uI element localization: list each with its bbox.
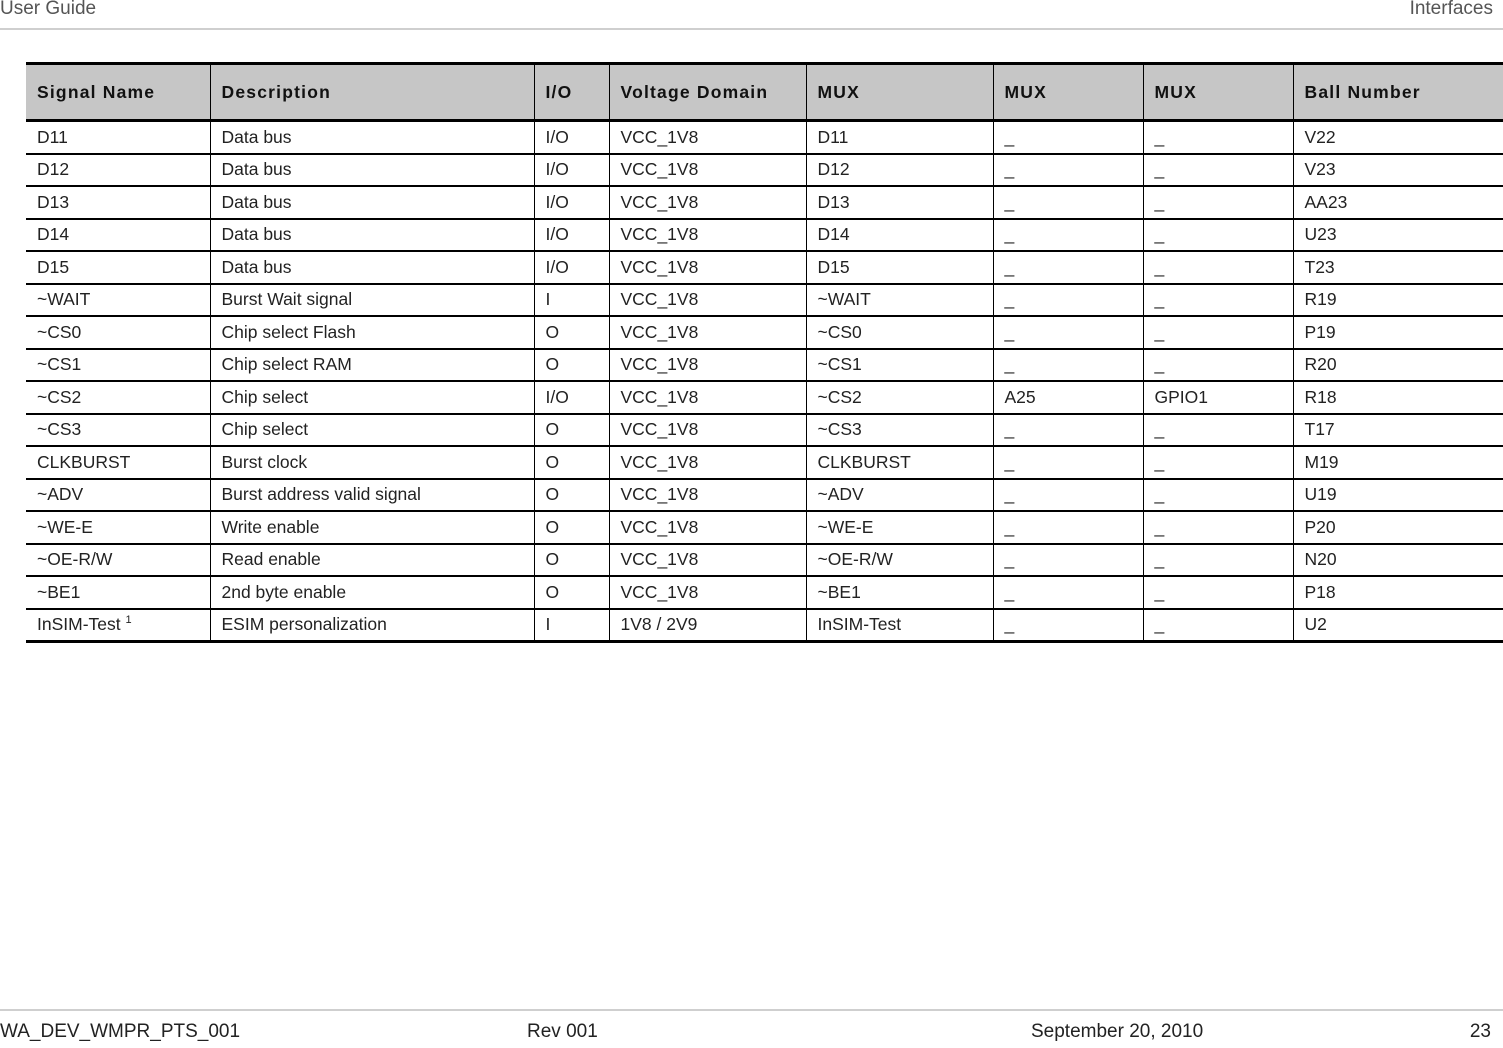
column-header-mux-2: MUX: [993, 64, 1143, 121]
cell-mux-2-text: _: [1004, 321, 1015, 342]
cell-mux-1-text: CLKBURST: [817, 451, 911, 472]
cell-ball-number-text: R20: [1304, 354, 1337, 375]
cell-ball-number: [1293, 446, 1503, 479]
cell-voltage-domain-text: VCC_1V8: [620, 224, 699, 245]
cell-ball-number: [1293, 576, 1503, 609]
cell-signal-name-text: ~WE-E: [37, 516, 93, 537]
cell-mux-2: [993, 446, 1143, 479]
cell-signal-name: [26, 381, 210, 414]
cell-voltage-domain-text: VCC_1V8: [620, 354, 699, 375]
cell-mux-1-text: D14: [817, 224, 850, 245]
cell-description-text: Data bus: [221, 224, 292, 245]
cell-description: [210, 251, 534, 284]
cell-mux-1: [806, 316, 993, 349]
cell-signal-name-text: ~WAIT: [37, 289, 91, 310]
cell-io: [534, 544, 609, 577]
cell-description-text: Chip select Flash: [221, 321, 356, 342]
cell-voltage-domain: [609, 544, 806, 577]
cell-signal-name: [26, 154, 210, 187]
footer-revision: Rev 001: [527, 1021, 598, 1042]
cell-description: [210, 121, 534, 154]
cell-mux-1: [806, 251, 993, 284]
cell-ball-number-text: AA23: [1304, 191, 1348, 212]
cell-mux-1: [806, 349, 993, 382]
cell-description: [210, 544, 534, 577]
cell-voltage-domain-text: VCC_1V8: [620, 419, 699, 440]
cell-voltage-domain-text: VCC_1V8: [620, 126, 699, 147]
cell-io-text: O: [545, 419, 560, 440]
cell-signal-name: [26, 479, 210, 512]
table-header-row: [26, 64, 1503, 121]
cell-mux-1: [806, 576, 993, 609]
cell-voltage-domain: [609, 349, 806, 382]
cell-mux-2: [993, 186, 1143, 219]
cell-voltage-domain: [609, 576, 806, 609]
table-row: [26, 446, 1503, 479]
cell-voltage-domain: [609, 219, 806, 252]
cell-ball-number: [1293, 154, 1503, 187]
cell-description-text: Write enable: [221, 516, 320, 537]
cell-mux-2-text: _: [1004, 451, 1015, 472]
page-footer: [0, 1009, 1503, 1048]
cell-voltage-domain-text: VCC_1V8: [620, 256, 699, 277]
cell-voltage-domain-text: VCC_1V8: [620, 191, 699, 212]
cell-description-text: Burst address valid signal: [221, 484, 421, 505]
cell-ball-number: [1293, 609, 1503, 642]
cell-mux-2-text: _: [1004, 126, 1015, 147]
cell-io-text: O: [545, 549, 560, 570]
table-row: [26, 349, 1503, 382]
cell-mux-2: [993, 414, 1143, 447]
table-row: [26, 511, 1503, 544]
cell-voltage-domain: [609, 154, 806, 187]
cell-signal-name: [26, 316, 210, 349]
cell-mux-1: [806, 284, 993, 317]
cell-mux-1-text: ~OE-R/W: [817, 549, 893, 570]
cell-description: [210, 479, 534, 512]
table-row: [26, 186, 1503, 219]
table-row: [26, 609, 1503, 642]
column-header-voltage-domain: Voltage Domain: [609, 64, 806, 121]
cell-mux-1: [806, 154, 993, 187]
cell-mux-3: [1143, 609, 1293, 642]
cell-mux-3-text: _: [1154, 321, 1165, 342]
cell-mux-2-text: A25: [1004, 386, 1036, 407]
cell-mux-3: [1143, 154, 1293, 187]
cell-mux-1-text: D11: [817, 126, 849, 147]
cell-io-text: O: [545, 484, 560, 505]
cell-mux-2: [993, 284, 1143, 317]
cell-mux-1: [806, 544, 993, 577]
cell-mux-3-text: _: [1154, 126, 1165, 147]
cell-io: [534, 511, 609, 544]
cell-mux-2: [993, 219, 1143, 252]
cell-io: [534, 446, 609, 479]
cell-mux-1-text: InSIM-Test: [817, 614, 902, 635]
cell-mux-2-text: _: [1004, 516, 1015, 537]
cell-io: [534, 284, 609, 317]
cell-mux-1-text: ~CS3: [817, 419, 862, 440]
cell-mux-2-text: _: [1004, 581, 1015, 602]
cell-description: [210, 576, 534, 609]
cell-signal-name-text: ~CS3: [37, 419, 82, 440]
cell-io-text: I/O: [545, 386, 569, 407]
cell-signal-name-text: D14: [37, 224, 70, 245]
cell-voltage-domain-text: VCC_1V8: [620, 484, 699, 505]
table-row: [26, 479, 1503, 512]
cell-mux-3-text: _: [1154, 451, 1165, 472]
cell-description-text: Chip select RAM: [221, 354, 352, 375]
cell-ball-number: [1293, 479, 1503, 512]
cell-io-text: I/O: [545, 224, 569, 245]
cell-io-text: I/O: [545, 159, 569, 180]
cell-voltage-domain-text: 1V8 / 2V9: [620, 614, 698, 635]
cell-mux-3-text: _: [1154, 484, 1165, 505]
cell-io: [534, 576, 609, 609]
cell-mux-1-text: ~BE1: [817, 581, 861, 602]
cell-ball-number-text: P19: [1304, 321, 1336, 342]
cell-io-text: O: [545, 516, 560, 537]
cell-mux-3-text: _: [1154, 354, 1165, 375]
cell-signal-name-text: ~CS0: [37, 321, 82, 342]
table-row: [26, 219, 1503, 252]
cell-mux-1: [806, 446, 993, 479]
cell-mux-3-text: _: [1154, 419, 1165, 440]
cell-mux-2-text: _: [1004, 419, 1015, 440]
cell-signal-name: [26, 251, 210, 284]
cell-voltage-domain-text: VCC_1V8: [620, 451, 699, 472]
cell-mux-2: [993, 576, 1143, 609]
cell-voltage-domain: [609, 414, 806, 447]
cell-ball-number: [1293, 219, 1503, 252]
cell-description: [210, 349, 534, 382]
cell-mux-2: [993, 609, 1143, 642]
cell-mux-3-text: _: [1154, 614, 1165, 635]
cell-voltage-domain-text: VCC_1V8: [620, 321, 699, 342]
cell-mux-3: [1143, 576, 1293, 609]
cell-mux-1-text: D15: [817, 256, 850, 277]
cell-mux-3-text: _: [1154, 289, 1165, 310]
cell-mux-3-text: _: [1154, 224, 1165, 245]
cell-mux-3: [1143, 511, 1293, 544]
cell-io: [534, 609, 609, 642]
cell-io-text: O: [545, 581, 560, 602]
cell-voltage-domain: [609, 284, 806, 317]
cell-ball-number-text: N20: [1304, 549, 1337, 570]
cell-mux-1-text: ~CS1: [817, 354, 862, 375]
cell-mux-3-text: _: [1154, 256, 1165, 277]
cell-mux-2-text: _: [1004, 484, 1015, 505]
footnote-marker: 1: [125, 614, 132, 627]
cell-io-text: I/O: [545, 126, 569, 147]
table-row: [26, 251, 1503, 284]
cell-mux-1-text: ~ADV: [817, 484, 864, 505]
cell-signal-name-text: D12: [37, 159, 70, 180]
cell-mux-3: [1143, 186, 1293, 219]
cell-mux-3: [1143, 381, 1293, 414]
cell-description-text: Data bus: [221, 191, 292, 212]
cell-mux-1-text: ~CS2: [817, 386, 862, 407]
cell-ball-number: [1293, 544, 1503, 577]
column-header-io: I/O: [534, 64, 609, 121]
cell-description-text: ESIM personalization: [221, 614, 387, 635]
cell-io: [534, 251, 609, 284]
cell-mux-3: [1143, 544, 1293, 577]
cell-mux-3: [1143, 284, 1293, 317]
cell-mux-2-text: _: [1004, 256, 1015, 277]
cell-ball-number-text: R19: [1304, 289, 1337, 310]
table-row: [26, 576, 1503, 609]
cell-mux-1-text: ~CS0: [817, 321, 862, 342]
column-header-mux-1: MUX: [806, 64, 993, 121]
cell-mux-2: [993, 121, 1143, 154]
cell-signal-name: [26, 446, 210, 479]
cell-voltage-domain: [609, 381, 806, 414]
cell-ball-number: [1293, 186, 1503, 219]
cell-signal-name-text: D11: [37, 126, 68, 147]
cell-mux-3-text: GPIO1: [1154, 386, 1208, 407]
cell-signal-name: [26, 544, 210, 577]
cell-signal-name-text: ~BE1: [37, 581, 81, 602]
cell-signal-name-text: D13: [37, 191, 70, 212]
cell-io: [534, 479, 609, 512]
cell-io: [534, 349, 609, 382]
cell-mux-2-text: _: [1004, 549, 1015, 570]
cell-mux-2-text: _: [1004, 224, 1015, 245]
cell-description-text: Read enable: [221, 549, 321, 570]
table-row: [26, 381, 1503, 414]
cell-mux-1-text: D13: [817, 191, 850, 212]
table-row: [26, 316, 1503, 349]
cell-signal-name-text: CLKBURST: [37, 451, 131, 472]
cell-io-text: O: [545, 321, 560, 342]
cell-signal-name: [26, 121, 210, 154]
cell-mux-3: [1143, 446, 1293, 479]
cell-voltage-domain: [609, 186, 806, 219]
cell-ball-number-text: T17: [1304, 419, 1335, 440]
cell-ball-number-text: U2: [1304, 614, 1327, 635]
cell-io-text: I/O: [545, 256, 569, 277]
cell-mux-1: [806, 219, 993, 252]
cell-description: [210, 446, 534, 479]
cell-mux-3: [1143, 251, 1293, 284]
cell-description-text: Chip select: [221, 386, 309, 407]
cell-ball-number-text: U23: [1304, 224, 1337, 245]
cell-ball-number-text: R18: [1304, 386, 1337, 407]
cell-signal-name-text: ~OE-R/W: [37, 549, 113, 570]
cell-voltage-domain-text: VCC_1V8: [620, 581, 699, 602]
cell-description: [210, 219, 534, 252]
cell-voltage-domain-text: VCC_1V8: [620, 516, 699, 537]
header-section-title: Interfaces: [1409, 0, 1493, 19]
footer-date: September 20, 2010: [1031, 1021, 1204, 1042]
cell-ball-number-text: P18: [1304, 581, 1336, 602]
cell-ball-number: [1293, 381, 1503, 414]
cell-description-text: 2nd byte enable: [221, 581, 347, 602]
cell-signal-name: [26, 186, 210, 219]
cell-mux-2: [993, 316, 1143, 349]
cell-description-text: Data bus: [221, 159, 292, 180]
cell-mux-2: [993, 349, 1143, 382]
cell-voltage-domain-text: VCC_1V8: [620, 386, 699, 407]
cell-signal-name: [26, 219, 210, 252]
cell-description: [210, 186, 534, 219]
cell-mux-3-text: _: [1154, 549, 1165, 570]
cell-mux-2: [993, 479, 1143, 512]
cell-ball-number: [1293, 511, 1503, 544]
cell-description-text: Chip select: [221, 419, 309, 440]
cell-voltage-domain-text: VCC_1V8: [620, 549, 699, 570]
cell-mux-2-text: _: [1004, 614, 1015, 635]
cell-voltage-domain: [609, 316, 806, 349]
cell-signal-name: [26, 349, 210, 382]
cell-voltage-domain-text: VCC_1V8: [620, 159, 699, 180]
cell-mux-3: [1143, 414, 1293, 447]
cell-signal-name-text: ~CS1: [37, 354, 82, 375]
table-row: [26, 284, 1503, 317]
cell-mux-2: [993, 511, 1143, 544]
cell-voltage-domain: [609, 511, 806, 544]
cell-io: [534, 121, 609, 154]
cell-voltage-domain: [609, 609, 806, 642]
cell-ball-number-text: P20: [1304, 516, 1336, 537]
cell-mux-3-text: _: [1154, 581, 1165, 602]
cell-signal-name-text: D15: [37, 256, 70, 277]
cell-mux-1-text: D12: [817, 159, 850, 180]
cell-mux-2-text: _: [1004, 289, 1015, 310]
column-header-description: Description: [210, 64, 534, 121]
cell-ball-number-text: V23: [1304, 159, 1336, 180]
cell-ball-number: [1293, 349, 1503, 382]
cell-mux-3-text: _: [1154, 516, 1165, 537]
cell-description-text: Data bus: [221, 256, 292, 277]
header-document-type: User Guide: [0, 0, 97, 19]
cell-mux-2-text: _: [1004, 191, 1015, 212]
cell-mux-3: [1143, 316, 1293, 349]
cell-io-text: I: [545, 289, 551, 310]
cell-mux-1: [806, 511, 993, 544]
cell-mux-3-text: _: [1154, 191, 1165, 212]
footer-document-id: WA_DEV_WMPR_PTS_001: [0, 1021, 241, 1042]
footer-page-number: 23: [1469, 1021, 1491, 1042]
cell-io-text: O: [545, 451, 560, 472]
cell-signal-name: [26, 511, 210, 544]
cell-mux-1: [806, 186, 993, 219]
cell-signal-name-text: InSIM-Test: [37, 614, 121, 635]
cell-voltage-domain: [609, 446, 806, 479]
cell-voltage-domain: [609, 251, 806, 284]
cell-mux-3: [1143, 219, 1293, 252]
column-header-mux-3: MUX: [1143, 64, 1293, 121]
cell-signal-name-text: ~CS2: [37, 386, 82, 407]
cell-voltage-domain: [609, 121, 806, 154]
cell-mux-1: [806, 414, 993, 447]
cell-ball-number: [1293, 251, 1503, 284]
cell-signal-name: [26, 609, 210, 642]
column-header-signal-name: Signal Name: [26, 64, 210, 121]
cell-mux-2: [993, 154, 1143, 187]
cell-signal-name: [26, 576, 210, 609]
cell-voltage-domain-text: VCC_1V8: [620, 289, 699, 310]
cell-ball-number-text: M19: [1304, 451, 1339, 472]
cell-description: [210, 154, 534, 187]
cell-ball-number-text: T23: [1304, 256, 1335, 277]
cell-mux-3: [1143, 349, 1293, 382]
cell-description: [210, 609, 534, 642]
cell-mux-3: [1143, 479, 1293, 512]
cell-voltage-domain: [609, 479, 806, 512]
cell-mux-2: [993, 544, 1143, 577]
cell-mux-2: [993, 251, 1143, 284]
signal-table: [26, 62, 1503, 643]
cell-signal-name: [26, 414, 210, 447]
cell-io-text: I/O: [545, 191, 569, 212]
cell-signal-name-text: ~ADV: [37, 484, 84, 505]
cell-mux-1: [806, 479, 993, 512]
cell-io: [534, 219, 609, 252]
page-header: [0, 0, 1503, 30]
cell-mux-3: [1143, 121, 1293, 154]
table-body: [26, 121, 1503, 642]
cell-description: [210, 511, 534, 544]
cell-description: [210, 316, 534, 349]
cell-ball-number-text: U19: [1304, 484, 1337, 505]
table-row: [26, 121, 1503, 154]
cell-mux-3-text: _: [1154, 159, 1165, 180]
cell-mux-1: [806, 121, 993, 154]
cell-mux-2: [993, 381, 1143, 414]
cell-description-text: Data bus: [221, 126, 292, 147]
cell-description-text: Burst Wait signal: [221, 289, 353, 310]
cell-mux-1: [806, 381, 993, 414]
cell-ball-number: [1293, 284, 1503, 317]
column-header-ball-number: Ball Number: [1293, 64, 1503, 121]
cell-description-text: Burst clock: [221, 451, 308, 472]
table-header: [26, 64, 1503, 121]
cell-io: [534, 186, 609, 219]
cell-mux-2-text: _: [1004, 354, 1015, 375]
cell-ball-number: [1293, 414, 1503, 447]
cell-ball-number: [1293, 121, 1503, 154]
cell-description: [210, 414, 534, 447]
cell-mux-1: [806, 609, 993, 642]
cell-mux-2-text: _: [1004, 159, 1015, 180]
cell-ball-number: [1293, 316, 1503, 349]
cell-io-text: O: [545, 354, 560, 375]
cell-io: [534, 154, 609, 187]
cell-io: [534, 414, 609, 447]
cell-signal-name: [26, 284, 210, 317]
cell-io: [534, 381, 609, 414]
cell-io: [534, 316, 609, 349]
cell-mux-1-text: ~WE-E: [817, 516, 874, 537]
cell-ball-number-text: V22: [1304, 126, 1336, 147]
cell-io-text: I: [545, 614, 551, 635]
cell-mux-1-text: ~WAIT: [817, 289, 871, 310]
table-row: [26, 544, 1503, 577]
cell-description: [210, 284, 534, 317]
cell-description: [210, 381, 534, 414]
table-row: [26, 414, 1503, 447]
table-row: [26, 154, 1503, 187]
